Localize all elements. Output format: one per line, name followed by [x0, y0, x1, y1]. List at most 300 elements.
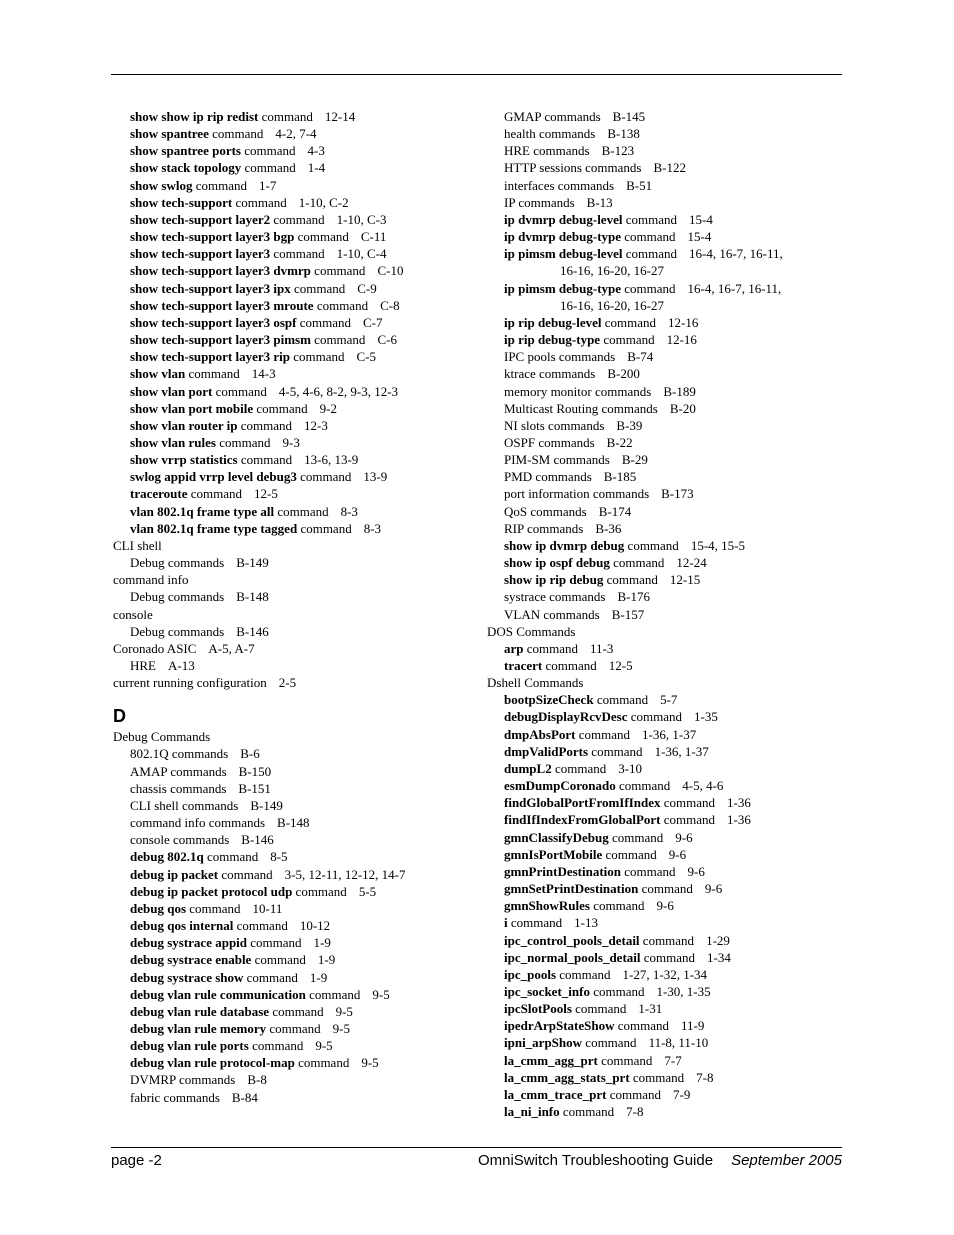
entry-pages: 12-15: [669, 572, 701, 588]
entry-text: Debug commands: [130, 555, 225, 571]
entry-text: command: [638, 881, 693, 897]
entry-text: CLI shell: [113, 537, 162, 553]
index-entry: [487, 348, 843, 365]
entry-term: [113, 572, 188, 587]
entry-pages: 4-3: [307, 143, 325, 159]
entry-pages: 1-27, 1-32, 1-34: [622, 966, 708, 982]
entry-text: memory monitor commands: [504, 383, 652, 399]
index-entry: [113, 451, 461, 468]
entry-term: [130, 798, 238, 813]
entry-pages: 1-31: [638, 1001, 663, 1017]
entry-command: debug vlan rule protocol-map: [130, 1055, 295, 1071]
entry-text: command: [609, 555, 665, 571]
index-entry: [487, 1017, 843, 1034]
entry-pages: 1-36: [727, 795, 751, 811]
entry-term: [130, 832, 229, 847]
entry-text: command: [233, 918, 288, 934]
entry-text: command: [310, 263, 366, 279]
entry-pages: 9-6: [687, 863, 705, 879]
entry-pages: 4-5, 4-6, 8-2, 9-3, 12-3: [278, 383, 399, 399]
index-entry: [113, 280, 461, 297]
entry-term: [504, 864, 676, 879]
entry-pages: 9-6: [675, 829, 693, 845]
entry-command: show tech-support layer3: [130, 246, 271, 262]
index-entry: [487, 708, 843, 725]
index-entry: [487, 451, 843, 468]
index-entry: [487, 1034, 843, 1051]
entry-text: current running configuration: [113, 675, 267, 691]
entry-text: command: [606, 1086, 662, 1102]
entry-command: show vlan rules: [130, 434, 216, 450]
entry-term: [130, 918, 288, 933]
entry-text: console commands: [130, 832, 230, 848]
entry-term: [504, 1070, 684, 1085]
entry-pages: 9-3: [282, 434, 300, 450]
entry-term: [504, 178, 614, 193]
index-entry: [487, 794, 843, 811]
index-entry: [487, 520, 843, 537]
entry-pages: 10-12: [299, 918, 331, 934]
entry-command: show tech-support layer3 rip: [130, 349, 290, 365]
entry-pages: 9-6: [668, 846, 687, 862]
index-entry: [113, 986, 461, 1003]
entry-pages: B-138: [607, 126, 640, 142]
entry-term: [130, 486, 242, 501]
entry-text: command: [241, 160, 296, 176]
entry-command: vlan 802.1q frame type tagged: [130, 520, 298, 536]
entry-command: dmpAbsPort: [504, 726, 576, 742]
entry-command: ipc_pools: [504, 966, 557, 982]
index-entry: [113, 883, 461, 900]
entry-text: command: [575, 726, 631, 742]
index-entry: [487, 811, 843, 828]
entry-pages: 7-8: [696, 1069, 714, 1085]
entry-command: ip dvmrp debug-level: [504, 211, 623, 227]
entry-pages: 1-10, C-3: [336, 211, 387, 227]
entry-text: Debug Commands: [113, 729, 211, 745]
entry-term: [504, 1001, 626, 1016]
entry-text: command: [589, 983, 645, 999]
index-entry: [487, 365, 843, 382]
entry-term: [130, 435, 270, 450]
entry-text: Multicast Routing commands: [504, 400, 658, 416]
entry-command: show ip ospf debug: [504, 555, 610, 571]
entry-text: command info: [113, 572, 189, 588]
index-entry: [113, 228, 461, 245]
index-entry: [113, 520, 461, 537]
entry-pages: A-5, A-7: [208, 640, 255, 656]
header-rule: [111, 74, 842, 75]
entry-text: command: [310, 332, 366, 348]
entry-text: command: [588, 743, 643, 759]
index-entry: [113, 780, 461, 797]
entry-term: [130, 349, 344, 364]
index-entry: [113, 348, 461, 365]
entry-text: console: [113, 606, 153, 622]
entry-text: command: [266, 1020, 321, 1036]
entry-text: NI slots commands: [504, 417, 605, 433]
index-entry: [113, 400, 461, 417]
index-heading: [487, 674, 843, 691]
entry-pages: 15-4, 15-5: [690, 537, 745, 553]
entry-text: command: [237, 452, 293, 468]
index-entry: [487, 194, 843, 211]
entry-text: health commands: [504, 126, 596, 142]
index-entry: [487, 897, 843, 914]
index-entry: [487, 554, 843, 571]
entry-command: findIfIndexFromGlobalPort: [504, 812, 661, 828]
entry-pages: 11-3: [590, 640, 614, 656]
entry-pages: 12-24: [676, 555, 707, 571]
entry-term: [504, 109, 601, 124]
entry-text: command: [187, 486, 243, 502]
entry-command: arp: [504, 640, 524, 656]
entry-command: ipc_normal_pools_detail: [504, 949, 641, 965]
entry-pages: 9-5: [332, 1020, 350, 1036]
entry-pages: 12-5: [254, 486, 278, 502]
entry-command: esmDumpCoronado: [504, 778, 616, 794]
entry-command: dmpValidPorts: [504, 743, 589, 759]
entry-term: [504, 761, 606, 776]
entry-pages: B-22: [606, 434, 633, 450]
entry-text: command: [608, 829, 664, 845]
entry-term: [130, 952, 306, 967]
entry-command: la_cmm_agg_stats_prt: [504, 1069, 630, 1085]
footer-rule: [111, 1147, 842, 1148]
entry-pages: 9-5: [315, 1038, 333, 1054]
entry-term: [130, 1055, 349, 1070]
entry-command: show swlog: [130, 177, 193, 193]
entry-text: command: [559, 1104, 615, 1120]
entry-command: ip pimsm debug-type: [504, 280, 622, 296]
index-entry: [487, 880, 843, 897]
entry-command: la_cmm_trace_prt: [504, 1086, 607, 1102]
entry-pages: 4-5, 4-6: [682, 778, 724, 794]
index-entry: [487, 280, 843, 314]
entry-command: show ip rip debug: [504, 572, 604, 588]
entry-command: show tech-support layer3 ipx: [130, 280, 291, 296]
section-letter: D: [113, 706, 126, 727]
entry-term: [504, 143, 590, 158]
entry-term: [130, 281, 345, 296]
entry-text: command info commands: [130, 815, 266, 831]
index-entry: [113, 588, 461, 605]
entry-pages: 8-5: [270, 849, 288, 865]
index-entry: [487, 914, 843, 931]
entry-pages: 12-5: [608, 658, 633, 673]
entry-command: debug systrace show: [130, 969, 244, 985]
entry-command: ipcSlotPools: [504, 1001, 572, 1017]
entry-pages: 2-5: [278, 675, 297, 691]
index-entry: [487, 949, 843, 966]
index-entry: [487, 606, 843, 623]
entry-term: [130, 366, 240, 381]
entry-pages-continued: 16-16, 16-20, 16-27: [560, 263, 664, 279]
entry-term: [487, 624, 575, 639]
entry-pages: B-149: [236, 555, 269, 571]
entry-command: debug vlan rule ports: [130, 1038, 249, 1054]
entry-term: [130, 746, 228, 761]
index-entry: [113, 331, 461, 348]
entry-text: command: [621, 863, 676, 879]
entry-term: [504, 572, 658, 587]
entry-command: bootpSizeCheck: [504, 692, 594, 708]
entry-term: [130, 987, 360, 1002]
index-entry: [113, 900, 461, 917]
entry-command: debug vlan rule database: [130, 1003, 270, 1019]
entry-term: [130, 384, 267, 399]
entry-term: [504, 641, 578, 656]
entry-term: [130, 555, 224, 570]
entry-pages: 5-7: [660, 692, 678, 708]
index-heading: [113, 674, 461, 691]
entry-pages: B-36: [595, 520, 622, 536]
entry-command: la_cmm_agg_prt: [504, 1052, 598, 1068]
entry-command: findGlobalPortFromIfIndex: [504, 795, 661, 811]
entry-term: [504, 984, 644, 999]
guide-title: OmniSwitch Troubleshooting Guide: [477, 1152, 714, 1169]
entry-pages: 12-16: [666, 332, 697, 348]
entry-term: [504, 435, 595, 450]
entry-command: gmnShowRules: [504, 898, 590, 914]
entry-pages: B-123: [601, 143, 635, 159]
index-entry: [113, 142, 461, 159]
entry-term: [130, 658, 156, 673]
entry-term: [130, 178, 247, 193]
entry-text: DVMRP commands: [130, 1072, 236, 1088]
entry-term: [504, 812, 715, 827]
index-entry: [113, 797, 461, 814]
index-entry: [113, 866, 461, 883]
entry-text: command: [523, 640, 579, 656]
entry-command: ip dvmrp debug-type: [504, 229, 622, 245]
entry-pages: B-29: [621, 452, 648, 468]
index-entry: [487, 829, 843, 846]
entry-text: systrace commands: [504, 589, 606, 605]
entry-text: HTTP sessions commands: [504, 160, 642, 176]
index-entry: [487, 863, 843, 880]
entry-pages: 15-4: [688, 211, 713, 227]
entry-term: [504, 521, 583, 536]
index-entry: [487, 983, 843, 1000]
entry-pages: 8-3: [340, 503, 358, 519]
entry-term: [504, 212, 677, 227]
entry-text: command: [624, 537, 679, 553]
entry-pages: 1-7: [259, 177, 277, 193]
index-entry: [487, 1103, 843, 1120]
index-entry: [487, 657, 843, 674]
entry-command: ipc_socket_info: [504, 983, 590, 999]
entry-command: show vlan port: [130, 383, 213, 399]
entry-command: show show ip rip redist: [130, 109, 259, 124]
index-heading: [113, 571, 461, 588]
index-entry: [113, 194, 461, 211]
entry-pages: 15-4: [687, 229, 712, 245]
entry-command: gmnPrintDestination: [504, 863, 621, 879]
entry-term: [504, 795, 715, 810]
entry-term: [130, 315, 351, 330]
entry-command: debug vlan rule communication: [130, 986, 306, 1002]
entry-term: [504, 555, 664, 570]
entry-term: [130, 781, 226, 796]
entry-text: command: [593, 692, 649, 708]
entry-term: [504, 504, 587, 519]
entry-pages: 13-6, 13-9: [304, 452, 359, 468]
entry-pages: 1-10, C-2: [298, 194, 349, 210]
index-entry: [113, 365, 461, 382]
entry-pages: B-13: [586, 194, 613, 210]
entry-term: [504, 401, 658, 416]
index-entry: [113, 969, 461, 986]
entry-text: command: [251, 952, 306, 968]
entry-pages: B-157: [611, 606, 645, 622]
index-entry: [487, 691, 843, 708]
entry-text: QoS commands: [504, 503, 587, 519]
entry-command: ipedrArpStateShow: [504, 1018, 615, 1034]
entry-text: DOS Commands: [487, 623, 576, 639]
entry-command: show vlan router ip: [130, 417, 238, 433]
entry-term: [130, 764, 227, 779]
entry-pages: B-173: [661, 486, 694, 502]
index-entry: [113, 951, 461, 968]
index-entry: [487, 142, 843, 159]
entry-text: VLAN commands: [504, 606, 600, 622]
entry-term: [130, 884, 347, 899]
entry-text: ktrace commands: [504, 366, 596, 382]
entry-term: [130, 867, 273, 882]
entry-command: show spantree ports: [130, 143, 241, 159]
entry-pages: B-189: [663, 383, 696, 399]
entry-pages: 9-6: [704, 881, 723, 897]
entry-text: 802.1Q commands: [130, 746, 229, 762]
entry-text: CLI shell commands: [130, 797, 239, 813]
entry-term: [504, 658, 597, 673]
entry-command: show tech-support: [130, 194, 233, 210]
entry-term: [130, 143, 296, 158]
entry-term: [504, 1018, 669, 1033]
entry-command: show tech-support layer3 ospf: [130, 314, 297, 330]
entry-pages: 9-2: [319, 400, 338, 416]
entry-pages: 7-9: [673, 1086, 691, 1102]
entry-command: ipni_arpShow: [504, 1035, 583, 1051]
entry-pages: 1-36: [727, 812, 751, 828]
entry-term: [504, 538, 679, 553]
index-entry: [487, 588, 843, 605]
entry-text: command: [627, 709, 683, 725]
entry-pages: C-9: [357, 280, 377, 296]
entry-text: HRE: [130, 658, 156, 673]
entry-text: AMAP commands: [130, 763, 227, 779]
entry-text: GMAP commands: [504, 109, 601, 124]
entry-command: debug vlan rule memory: [130, 1020, 267, 1036]
entry-text: command: [589, 898, 645, 914]
entry-term: [504, 933, 694, 948]
entry-command: debug 802.1q: [130, 849, 204, 865]
entry-text: OSPF commands: [504, 434, 595, 450]
entry-text: command: [571, 1001, 627, 1017]
index-entry: [487, 245, 843, 279]
entry-text: Debug commands: [130, 623, 225, 639]
index-entry: [487, 966, 843, 983]
entry-term: [130, 901, 241, 916]
index-entry: [487, 846, 843, 863]
entry-command: ip rip debug-level: [504, 314, 602, 330]
entry-pages: B-8: [247, 1072, 267, 1088]
entry-term: [130, 624, 224, 639]
index-entry: [487, 640, 843, 657]
entry-command: debugDisplayRcvDesc: [504, 709, 628, 725]
entry-term: [130, 418, 292, 433]
entry-term: [130, 195, 287, 210]
entry-pages: 10-11: [252, 900, 283, 916]
index-entry: [487, 211, 843, 228]
entry-text: command: [186, 900, 241, 916]
entry-term: [130, 521, 352, 536]
entry-term: [504, 160, 641, 175]
entry-pages: 1-4: [307, 160, 326, 176]
entry-term: [504, 195, 575, 210]
index-entry: [113, 554, 461, 571]
entry-term: [504, 1104, 614, 1119]
entry-pages: 3-5, 12-11, 12-12, 14-7: [284, 866, 406, 882]
entry-term: [130, 126, 263, 141]
entry-pages: 1-36, 1-37: [642, 726, 697, 742]
index-entry: [113, 177, 461, 194]
entry-term: [130, 229, 349, 244]
entry-pages: 1-35: [694, 709, 718, 725]
entry-text: command: [270, 211, 325, 227]
entry-text: command: [551, 760, 607, 776]
index-entry: [113, 485, 461, 502]
index-entry: [487, 777, 843, 794]
entry-pages: A-13: [168, 658, 195, 673]
index-entry: [487, 177, 843, 194]
entry-pages: 1-34: [707, 949, 731, 965]
entry-term: [504, 349, 615, 364]
index-entry: [487, 331, 843, 348]
entry-text: command: [602, 846, 657, 862]
entry-pages: 7-8: [626, 1104, 644, 1120]
entry-pages: B-84: [231, 1089, 258, 1105]
index-entry: [487, 434, 843, 451]
entry-term: [504, 881, 693, 896]
entry-term: [130, 1072, 235, 1087]
entry-term: [504, 1035, 637, 1050]
entry-pages: C-10: [377, 263, 404, 279]
entry-text: command: [218, 866, 273, 882]
entry-pages: B-20: [669, 400, 696, 416]
entry-term: [130, 1038, 303, 1053]
entry-pages: 1-9: [309, 969, 328, 985]
entry-text: command: [248, 1038, 304, 1054]
entry-text: command: [294, 229, 349, 245]
entry-term: [130, 452, 292, 467]
entry-text: command: [185, 366, 240, 382]
index-entry: [113, 262, 461, 279]
entry-pages: 16-4, 16-7, 16-11,: [688, 246, 783, 262]
entry-pages: 11-9: [681, 1018, 705, 1034]
index-entry: [487, 932, 843, 949]
entry-pages: B-149: [250, 797, 283, 813]
entry-term: [130, 469, 351, 484]
entry-command: debug qos: [130, 900, 186, 916]
entry-term: [504, 778, 670, 793]
entry-text: command: [622, 246, 677, 262]
entry-text: IP commands: [504, 194, 575, 210]
entry-term: [504, 847, 657, 862]
index-entry: [113, 848, 461, 865]
index-entry: [487, 485, 843, 502]
